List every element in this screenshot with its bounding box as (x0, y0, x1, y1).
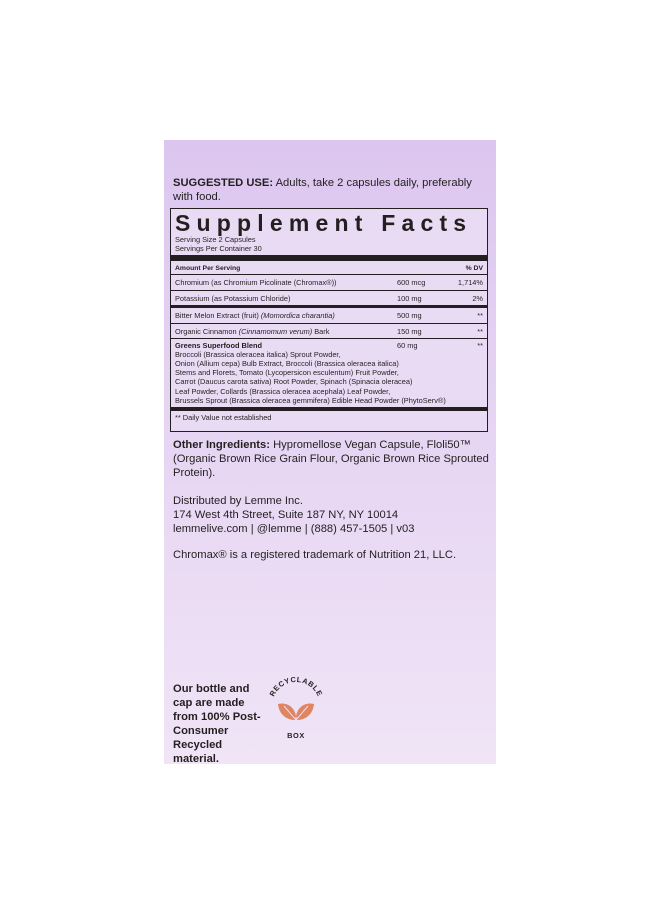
dv-header: % DV (465, 265, 483, 273)
blend-ingredients (171, 350, 487, 405)
blend-line: Brussels Sprout (Brassica oleracea gemmifera) Edible Head Powder (PhytoServ®) (175, 395, 446, 405)
blend-row (171, 339, 487, 350)
other-ingredients-label: Other Ingredients: (173, 439, 270, 451)
ingredient-amount: 500 mg (397, 311, 422, 321)
amount-per-serving-header: Amount Per Serving (175, 265, 241, 273)
trademark-notice: Chromax® is a registered trademark of Nutrition 21, LLC. (173, 549, 457, 561)
blend-line: Broccoli (Brassica oleracea italica) Sprout Powder, (175, 350, 341, 360)
other-ingredients (173, 438, 491, 480)
blend-line: Leaf Powder, Collards (Brassica oleracea acephala) Leaf Powder, (175, 386, 391, 396)
suggested-use-text: Adults, take 2 capsules daily, preferably with food. (173, 177, 472, 203)
blend-line: Onion (Allium cepa) Bulb Extract, Broccoli (Brassica oleracea italica) (175, 359, 399, 369)
ingredient-name: Bitter Melon Extract (fruit) (175, 311, 261, 321)
blend-name: Greens Superfood Blend (175, 341, 263, 351)
ingredient-latin-name: (Cinnamomum verum) (238, 327, 313, 337)
recycled-note: Our bottle and cap are made from 100% Post-Consumer Recycled material. (173, 683, 261, 765)
distributor-contact: lemmelive.com | @lemme | (888) 457-1505 | v03 (173, 523, 415, 535)
other-ingredients-text: Hypromellose Vegan Capsule, Floli50™ (Organic Brown Rice Grain Flour, Organic Brown Rice Sprouted Protein). (173, 439, 489, 479)
badge-top-text: RECYCLABLE (267, 674, 325, 698)
blend-line: Carrot (Daucus carota sativa) Root Powder, Spinach (Spinacia oleracea) (175, 377, 413, 387)
recyclable-badge-graphic (264, 668, 328, 742)
suggested-use (173, 176, 493, 204)
dv-footnote: ** Daily Value not established (175, 412, 272, 422)
suggested-use-label: SUGGESTED USE: (173, 177, 274, 189)
nutrient-amount: 600 mcg (397, 278, 426, 288)
servings-per-container: Servings Per Container 30 (175, 244, 262, 254)
nutrient-row (171, 291, 487, 305)
supplement-facts-title: Supplement Facts (175, 210, 473, 236)
ingredient-row (171, 308, 487, 323)
ingredient-row (171, 324, 487, 338)
ingredient-name: Organic Cinnamon (175, 327, 239, 337)
blend-line: Stems and Florets, Tomato (Lycopersicon esculentum) Fruit Powder, (175, 368, 399, 378)
nutrient-dv: 2% (472, 294, 483, 304)
facts-header-row (171, 261, 487, 274)
blend-amount: 60 mg (397, 341, 418, 351)
ingredient-part: Bark (312, 327, 330, 337)
ingredient-latin-name: (Momordica charantia) (260, 311, 335, 321)
nutrient-dv: 1,714% (457, 278, 483, 288)
nutrient-name: Potassium (as Potassium Chloride) (175, 294, 291, 304)
distributor-info (173, 494, 491, 536)
supplement-facts-panel (170, 208, 488, 432)
badge-bottom-text: BOX (287, 731, 305, 740)
ingredient-dv: ** (477, 311, 483, 321)
nutrient-row (171, 275, 487, 290)
distributor-line: Distributed by Lemme Inc. (173, 495, 303, 507)
ingredient-dv: ** (477, 327, 483, 337)
recyclable-box-badge (264, 668, 328, 742)
nutrient-amount: 100 mg (397, 294, 422, 304)
leaf-icon (278, 704, 314, 721)
distributor-address: 174 West 4th Street, Suite 187 NY, NY 10014 (173, 509, 399, 521)
nutrient-name: Chromium (as Chromium Picolinate (Chromax®)) (175, 278, 337, 288)
blend-dv: ** (477, 341, 483, 351)
ingredient-amount: 150 mg (397, 327, 422, 337)
serving-size: Serving Size 2 Capsules (175, 235, 256, 244)
